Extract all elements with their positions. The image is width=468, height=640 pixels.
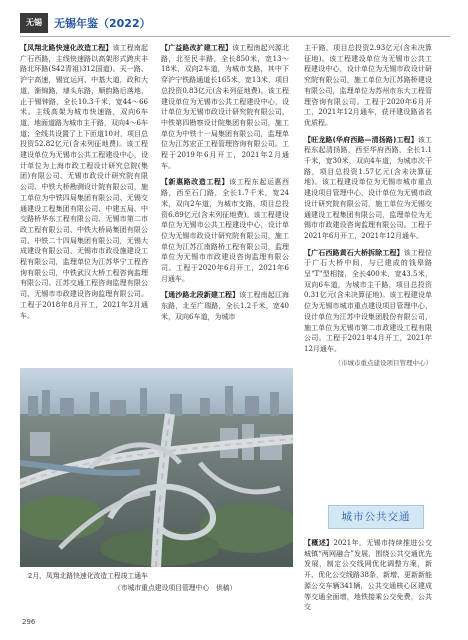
entry-fengxiang-road (20, 43, 148, 321)
entry-wanglong-road (304, 135, 432, 242)
entry-body: 该工程南起兴源北路，北至民丰路，全长850米，宽13～18米，双向2车道，为城市支路，其中下穿沪宁铁路通道长165米，宽13米，项目总投资0.83亿元(含未列征地费)。该工程建设单位为无锡市公共工程建设中心，设计单位为无锡市政设计研究院有限公司，中铁第四勘察设计院集团有限公司，施工单位为中铁十一局集团有限公司，监理单位为江苏宏正工程管理咨询有限公司。工程于2019年6月开工，2021年2月通车。 (161, 44, 290, 170)
entry-huangshi-bridge (304, 248, 432, 355)
entry-body: 该工程东起运惠西路，西至石门路，全长1.7千米，宽24米，双向2车道，为城市支路，项目总投资6.89亿元(含未列征地费)。该工程建设单位为无锡市公共工程建设中心，设计单位为无锡市政设计研究院有限公司，施工单位为江苏江南路桥工程有限公司，监理单位为无锡市市政建设咨询监理有限公司。工程于2020年6月开工，2021年6月通车。 (161, 178, 289, 283)
yearbook-logo: 无锡 (20, 13, 48, 33)
entry-heading: 【旺龙路(华府西路—清扬路)工程】 (304, 135, 418, 144)
entry-body: 该工程南起江海东路，北至广瑞路，全长1.2千米，宽40米，双向6车道，为城市 (161, 291, 290, 321)
entry-body: 该工程南起广石西路，主线快速路以高架形式跨庆丰路北环路(S42青祖)312国道)、天一路、沪宁高速，锡宜运河、中基大道，政和大道、渐锦路，埭头东路，顺韵路后落地，止于锡钟路，全长10.3千米，宽44～66米。主线高架为城市快速路，双向6车道，地面道路为城市主干路，双向4～6车道；全线共设置了上下匝道10对，项目总投资52.82亿元(含未列征地费)。该工程建设单位为无锡市公共工程建设中心，设计单位为上海市政工程设计研究总院(集团)有限公司、无锡市政设计研究院有限公司、中铁大桥勘测设计院有限公司，施工单位为中铁四局集团有限公司、无锡交通建设工程集团有限公司、中建五局、中交路桥华东工程有限公司、无锡市第二市政工程有限公司、中铁大桥局集团有限公司、中铁二十四局集团有限公司，无锡大成建设有限公司、无锡市市政设施建设工程有限公司，监理单位为江苏华宁工程咨询有限公司，中铁武汉大桥工程咨询监理有限公司、江苏交通工程咨询监理有限公司、无锡市市政建设咨询监理有限公司。工程于2018年8月开工，2021年2月通车。 (20, 44, 149, 320)
entry-heading: 【广益路改扩建工程】 (161, 44, 233, 52)
entry-heading: 【新惠路改造工程】 (161, 178, 230, 187)
page-number: 296 (22, 618, 36, 626)
text-column-3 (304, 43, 432, 368)
entry-heading: 【凤翔北路快速化改造工程】 (20, 44, 113, 52)
header-divider (20, 36, 450, 37)
running-head-title: 无锡年鉴（2022） (54, 17, 151, 30)
text-column-1 (20, 43, 148, 324)
entry-guangyi-road (161, 43, 289, 171)
text-column-3-lower (304, 538, 432, 613)
entry-body: 该工程位于广石大桥中间，与已建成的钱皋路呈"T"型相接，全长400米，宽43.5米，双向6车道，为城市主干路，项目总投资0.31亿元(含未决算征地)。该工程建设单位为无锡市城市重点建设项目管理中心，设计单位为江苏中设集团股份有限公司，施工单位为无锡市第二市政建设工程有限公司。工程于2021年4月开工，2021年12月通车。 (304, 248, 433, 353)
entry-xinhui-road (161, 177, 289, 284)
section-banner (328, 505, 424, 529)
text-column-2 (161, 43, 289, 326)
section-title: 城市公共交通 (341, 511, 411, 523)
source-credit: （市城市重点建设项目管理中心） (334, 358, 432, 367)
interchange-illustration (20, 368, 293, 567)
entry-tongsha-road (161, 290, 289, 322)
aerial-interchange-photo (20, 368, 293, 567)
entry-public-transit-overview (304, 538, 432, 613)
entry-body: 2021年，无锡市持续推进公交城镇“两网融合”发展，围绕公共交通优先发展，制定公交线网优化调整方案，新开、优化公交线路38条，新增、更新新能源公交车辆341辆，公共交通核心区建成等交通全面增，地铁接乘公交免费，公共交 (304, 539, 432, 612)
entry-tongsha-road-cont: 主干路，项目总投资2.93亿元(含未决算征地)。该工程建设单位为无锡市公共工程建设中心，设计单位为无锡市政设计研究院有限公司，施工单位为江苏路桥建设有限公司，监理单位为苏州市东大工程管理咨询有限公司。工程于2020年6月开工，2021年12月通车，获评建设路省名优质程。 (304, 44, 432, 127)
page-header (20, 12, 450, 34)
entry-heading: 【通沙路北段新建工程】 (161, 291, 240, 300)
entry-heading: 【概述】 (304, 539, 334, 547)
entry-heading: 【广石西路黄石大桥拆除工程】 (304, 248, 404, 257)
photo-caption: 2月，凤翔北路快速化改造工程竣工通车 (28, 572, 148, 580)
entry-body: 该工程东起清扬路，西至华府西路，全长1.1千米，宽30米，双向4车道，为城市次干路，项目总投资1.57亿元(含未决算征地)。该工程建设单位为无锡市城市重点建设项目管理中心，设计单位为无锡市政设计研究院有限公司，施工单位为无锡交通建设工程集团有限公司，监理单位为无锡市市政建设咨询监理有限公司。工程于2021年6月开工，2021年12月通车。 (304, 135, 433, 240)
photo-credit: （市城市重点建设项目管理中心 供稿） (114, 584, 237, 592)
